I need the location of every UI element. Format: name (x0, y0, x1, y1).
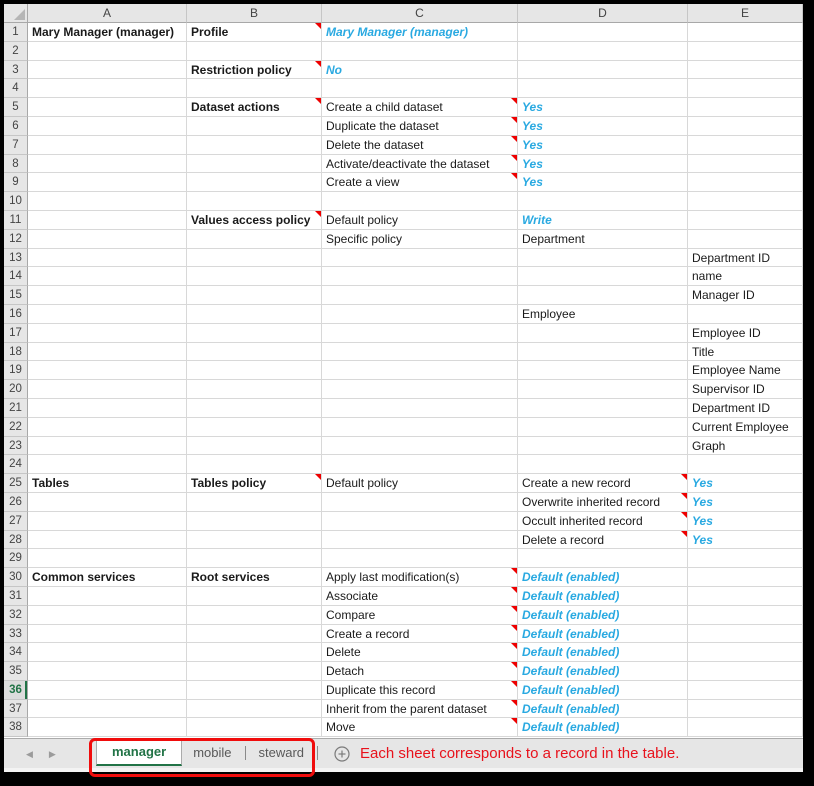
cell-B16[interactable] (187, 305, 322, 324)
cell-E37[interactable] (688, 700, 803, 719)
cell-B18[interactable] (187, 343, 322, 362)
cell-E28[interactable]: Yes (688, 531, 803, 550)
row-header-30[interactable]: 30 (4, 568, 28, 587)
cell-B4[interactable] (187, 79, 322, 98)
cell-E3[interactable] (688, 61, 803, 80)
cell-E22[interactable]: Current Employee (688, 418, 803, 437)
column-header-E[interactable]: E (688, 4, 803, 23)
sheet-tab-mobile[interactable]: mobile (193, 745, 232, 760)
cell-D28[interactable]: Delete a record (518, 531, 688, 550)
comment-indicator-icon (315, 211, 321, 217)
cell-D32[interactable]: Default (enabled) (518, 606, 688, 625)
cell-B21[interactable] (187, 399, 322, 418)
cell-C37[interactable]: Inherit from the parent dataset (322, 700, 518, 719)
row-header-12[interactable]: 12 (4, 230, 28, 249)
cell-B35[interactable] (187, 662, 322, 681)
cell-C22[interactable] (322, 418, 518, 437)
cell-C27[interactable] (322, 512, 518, 531)
cell-B25[interactable]: Tables policy (187, 474, 322, 493)
cell-A15[interactable] (28, 286, 187, 305)
cell-B23[interactable] (187, 437, 322, 456)
cell-C32[interactable]: Compare (322, 606, 518, 625)
cell-B28[interactable] (187, 531, 322, 550)
row-header-34[interactable]: 34 (4, 643, 28, 662)
cell-C18[interactable] (322, 343, 518, 362)
cell-C23[interactable] (322, 437, 518, 456)
cell-B5[interactable]: Dataset actions (187, 98, 322, 117)
cell-A8[interactable] (28, 155, 187, 174)
row-header-32[interactable]: 32 (4, 606, 28, 625)
cell-A30[interactable]: Common services (28, 568, 187, 587)
cell-D7[interactable]: Yes (518, 136, 688, 155)
cell-A36[interactable] (28, 681, 187, 700)
cell-A22[interactable] (28, 418, 187, 437)
comment-indicator-icon (315, 98, 321, 104)
cell-E23[interactable]: Graph (688, 437, 803, 456)
cell-D11[interactable]: Write (518, 211, 688, 230)
cell-C25[interactable]: Default policy (322, 474, 518, 493)
cell-E18[interactable]: Title (688, 343, 803, 362)
cell-C26[interactable] (322, 493, 518, 512)
plus-circle-icon (334, 746, 350, 762)
comment-indicator-icon (511, 643, 517, 649)
cell-C35[interactable]: Detach (322, 662, 518, 681)
cell-D31[interactable]: Default (enabled) (518, 587, 688, 606)
cell-B3[interactable]: Restriction policy (187, 61, 322, 80)
cell-A28[interactable] (28, 531, 187, 550)
comment-indicator-icon (511, 136, 517, 142)
comment-indicator-icon (511, 625, 517, 631)
cell-A1[interactable]: Mary Manager (manager) (28, 23, 187, 42)
cell-D16[interactable]: Employee (518, 305, 688, 324)
sheet-tabs (96, 739, 320, 766)
sheet-nav-arrows (26, 739, 56, 769)
cell-D38[interactable]: Default (enabled) (518, 718, 688, 737)
cell-A4[interactable] (28, 79, 187, 98)
row-header-14[interactable]: 14 (4, 267, 28, 286)
cell-C21[interactable] (322, 399, 518, 418)
select-all-triangle-icon (14, 9, 25, 20)
cell-D19[interactable] (518, 361, 688, 380)
cell-D1[interactable] (518, 23, 688, 42)
cell-D6[interactable]: Yes (518, 117, 688, 136)
cell-D27[interactable]: Occult inherited record (518, 512, 688, 531)
cell-A2[interactable] (28, 42, 187, 61)
cell-C12[interactable]: Specific policy (322, 230, 518, 249)
cell-E25[interactable]: Yes (688, 474, 803, 493)
spreadsheet-app (4, 4, 803, 772)
column-header-B[interactable]: B (187, 4, 322, 23)
cell-D12[interactable]: Department (518, 230, 688, 249)
cell-B7[interactable] (187, 136, 322, 155)
cell-E33[interactable] (688, 625, 803, 644)
cell-E16[interactable] (688, 305, 803, 324)
cell-C6[interactable]: Duplicate the dataset (322, 117, 518, 136)
row-header-37[interactable]: 37 (4, 700, 28, 719)
cell-D22[interactable] (518, 418, 688, 437)
cell-D34[interactable]: Default (enabled) (518, 643, 688, 662)
row-header-29[interactable]: 29 (4, 549, 28, 568)
cell-E12[interactable] (688, 230, 803, 249)
comment-indicator-icon (511, 718, 517, 724)
column-header-D[interactable]: D (518, 4, 688, 23)
row-header-11[interactable]: 11 (4, 211, 28, 230)
cell-E26[interactable]: Yes (688, 493, 803, 512)
cell-D20[interactable] (518, 380, 688, 399)
cell-D17[interactable] (518, 324, 688, 343)
row-header-22[interactable]: 22 (4, 418, 28, 437)
cell-C29[interactable] (322, 549, 518, 568)
cell-C33[interactable]: Create a record (322, 625, 518, 644)
cell-C30[interactable]: Apply last modification(s) (322, 568, 518, 587)
row-header-24[interactable]: 24 (4, 455, 28, 474)
cell-C2[interactable] (322, 42, 518, 61)
cell-E36[interactable] (688, 681, 803, 700)
cell-E13[interactable]: Department ID (688, 249, 803, 268)
cell-B15[interactable] (187, 286, 322, 305)
cell-E27[interactable]: Yes (688, 512, 803, 531)
cell-B12[interactable] (187, 230, 322, 249)
cell-A7[interactable] (28, 136, 187, 155)
cell-C8[interactable]: Activate/deactivate the dataset (322, 155, 518, 174)
row-header-27[interactable]: 27 (4, 512, 28, 531)
cell-E5[interactable] (688, 98, 803, 117)
tab-separator (245, 746, 246, 760)
row-header-16[interactable]: 16 (4, 305, 28, 324)
row-header-28[interactable]: 28 (4, 531, 28, 550)
cell-E19[interactable]: Employee Name (688, 361, 803, 380)
cell-C3[interactable]: No (322, 61, 518, 80)
row-header-25[interactable]: 25 (4, 474, 28, 493)
comment-indicator-icon (681, 474, 687, 480)
comment-indicator-icon (315, 23, 321, 29)
cell-A12[interactable] (28, 230, 187, 249)
cell-B2[interactable] (187, 42, 322, 61)
cell-D8[interactable]: Yes (518, 155, 688, 174)
cell-C1[interactable]: Mary Manager (manager) (322, 23, 518, 42)
cell-C19[interactable] (322, 361, 518, 380)
cell-C14[interactable] (322, 267, 518, 286)
cell-C17[interactable] (322, 324, 518, 343)
cell-E14[interactable]: name (688, 267, 803, 286)
cell-B38[interactable] (187, 718, 322, 737)
cell-C31[interactable]: Associate (322, 587, 518, 606)
cell-A5[interactable] (28, 98, 187, 117)
cell-B36[interactable] (187, 681, 322, 700)
cell-B27[interactable] (187, 512, 322, 531)
cell-D25[interactable]: Create a new record (518, 474, 688, 493)
comment-indicator-icon (681, 512, 687, 518)
row-header-21[interactable]: 21 (4, 399, 28, 418)
cell-A29[interactable] (28, 549, 187, 568)
comment-indicator-icon (511, 117, 517, 123)
cell-A24[interactable] (28, 455, 187, 474)
cell-E6[interactable] (688, 117, 803, 136)
comment-indicator-icon (681, 531, 687, 537)
cell-A33[interactable] (28, 625, 187, 644)
cell-A27[interactable] (28, 512, 187, 531)
row-header-17[interactable]: 17 (4, 324, 28, 343)
cell-C28[interactable] (322, 531, 518, 550)
cell-C10[interactable] (322, 192, 518, 211)
select-all-corner[interactable] (4, 4, 28, 23)
cell-D4[interactable] (518, 79, 688, 98)
cell-B32[interactable] (187, 606, 322, 625)
cell-E11[interactable] (688, 211, 803, 230)
row-header-5[interactable]: 5 (4, 98, 28, 117)
cell-E31[interactable] (688, 587, 803, 606)
cell-A19[interactable] (28, 361, 187, 380)
cell-B30[interactable]: Root services (187, 568, 322, 587)
cell-B6[interactable] (187, 117, 322, 136)
cell-C11[interactable]: Default policy (322, 211, 518, 230)
cell-E17[interactable]: Employee ID (688, 324, 803, 343)
comment-indicator-icon (511, 662, 517, 668)
cell-D30[interactable]: Default (enabled) (518, 568, 688, 587)
cell-D35[interactable]: Default (enabled) (518, 662, 688, 681)
cell-D3[interactable] (518, 61, 688, 80)
cell-A20[interactable] (28, 380, 187, 399)
cell-D24[interactable] (518, 455, 688, 474)
cell-B13[interactable] (187, 249, 322, 268)
cell-A10[interactable] (28, 192, 187, 211)
cell-D10[interactable] (518, 192, 688, 211)
row-header-4[interactable]: 4 (4, 79, 28, 98)
cell-D33[interactable]: Default (enabled) (518, 625, 688, 644)
cell-A26[interactable] (28, 493, 187, 512)
cell-C38[interactable]: Move (322, 718, 518, 737)
cell-E7[interactable] (688, 136, 803, 155)
prev-sheet-arrow-icon[interactable]: ◀ (26, 748, 33, 759)
column-header-C[interactable]: C (322, 4, 518, 23)
comment-indicator-icon (511, 173, 517, 179)
comment-indicator-icon (511, 587, 517, 593)
cell-A3[interactable] (28, 61, 187, 80)
cell-A31[interactable] (28, 587, 187, 606)
cell-E4[interactable] (688, 79, 803, 98)
cell-D37[interactable]: Default (enabled) (518, 700, 688, 719)
cell-A34[interactable] (28, 643, 187, 662)
cell-E20[interactable]: Supervisor ID (688, 380, 803, 399)
cell-B26[interactable] (187, 493, 322, 512)
cell-D13[interactable] (518, 249, 688, 268)
row-header-31[interactable]: 31 (4, 587, 28, 606)
row-header-20[interactable]: 20 (4, 380, 28, 399)
cell-D2[interactable] (518, 42, 688, 61)
cell-B24[interactable] (187, 455, 322, 474)
cell-A13[interactable] (28, 249, 187, 268)
comment-indicator-icon (511, 155, 517, 161)
cell-E8[interactable] (688, 155, 803, 174)
comment-indicator-icon (681, 493, 687, 499)
cell-D9[interactable]: Yes (518, 173, 688, 192)
cell-A18[interactable] (28, 343, 187, 362)
cell-E15[interactable]: Manager ID (688, 286, 803, 305)
cell-E9[interactable] (688, 173, 803, 192)
cell-B22[interactable] (187, 418, 322, 437)
cell-D18[interactable] (518, 343, 688, 362)
cell-C36[interactable]: Duplicate this record (322, 681, 518, 700)
cell-B31[interactable] (187, 587, 322, 606)
cell-B20[interactable] (187, 380, 322, 399)
cell-E2[interactable] (688, 42, 803, 61)
cell-A38[interactable] (28, 718, 187, 737)
row-header-35[interactable]: 35 (4, 662, 28, 681)
row-header-15[interactable]: 15 (4, 286, 28, 305)
cell-D15[interactable] (518, 286, 688, 305)
cell-E24[interactable] (688, 455, 803, 474)
comment-indicator-icon (511, 681, 517, 687)
cell-E38[interactable] (688, 718, 803, 737)
row-header-6[interactable]: 6 (4, 117, 28, 136)
cell-C5[interactable]: Create a child dataset (322, 98, 518, 117)
cell-A37[interactable] (28, 700, 187, 719)
cell-A9[interactable] (28, 173, 187, 192)
cell-A6[interactable] (28, 117, 187, 136)
status-strip (4, 768, 803, 772)
cell-E34[interactable] (688, 643, 803, 662)
cell-B10[interactable] (187, 192, 322, 211)
comment-indicator-icon (315, 474, 321, 480)
cell-C9[interactable]: Create a view (322, 173, 518, 192)
cell-E29[interactable] (688, 549, 803, 568)
cell-E32[interactable] (688, 606, 803, 625)
row-header-13[interactable]: 13 (4, 249, 28, 268)
cell-B11[interactable]: Values access policy (187, 211, 322, 230)
row-header-19[interactable]: 19 (4, 361, 28, 380)
cell-D21[interactable] (518, 399, 688, 418)
comment-indicator-icon (315, 61, 321, 67)
sheet-tab-steward[interactable]: steward (258, 745, 305, 760)
cell-C16[interactable] (322, 305, 518, 324)
new-sheet-button[interactable] (334, 746, 350, 762)
row-header-18[interactable]: 18 (4, 343, 28, 362)
sheet-tab-bar (4, 738, 803, 768)
cell-A11[interactable] (28, 211, 187, 230)
cell-D36[interactable]: Default (enabled) (518, 681, 688, 700)
column-header-A[interactable]: A (28, 4, 187, 23)
row-header-26[interactable]: 26 (4, 493, 28, 512)
cell-B14[interactable] (187, 267, 322, 286)
cell-D5[interactable]: Yes (518, 98, 688, 117)
cell-B34[interactable] (187, 643, 322, 662)
cell-C34[interactable]: Delete (322, 643, 518, 662)
row-header-1[interactable]: 1 (4, 23, 28, 42)
next-sheet-arrow-icon[interactable]: ▶ (48, 748, 56, 759)
cell-C20[interactable] (322, 380, 518, 399)
cell-A25[interactable]: Tables (28, 474, 187, 493)
cell-B17[interactable] (187, 324, 322, 343)
comment-indicator-icon (511, 700, 517, 706)
cell-B1[interactable]: Profile (187, 23, 322, 42)
cell-C24[interactable] (322, 455, 518, 474)
cell-D14[interactable] (518, 267, 688, 286)
cell-A23[interactable] (28, 437, 187, 456)
cell-D29[interactable] (518, 549, 688, 568)
row-header-23[interactable]: 23 (4, 437, 28, 456)
row-header-9[interactable]: 9 (4, 173, 28, 192)
cell-B8[interactable] (187, 155, 322, 174)
row-header-7[interactable]: 7 (4, 136, 28, 155)
cell-A35[interactable] (28, 662, 187, 681)
comment-indicator-icon (511, 568, 517, 574)
cell-C15[interactable] (322, 286, 518, 305)
cell-A17[interactable] (28, 324, 187, 343)
cell-E30[interactable] (688, 568, 803, 587)
comment-indicator-icon (511, 98, 517, 104)
cell-A14[interactable] (28, 267, 187, 286)
row-header-3[interactable]: 3 (4, 61, 28, 80)
cell-B9[interactable] (187, 173, 322, 192)
sheet-tab-manager[interactable]: manager (96, 739, 182, 766)
row-header-38[interactable]: 38 (4, 718, 28, 737)
row-header-36[interactable]: 36 (4, 681, 28, 700)
row-header-10[interactable]: 10 (4, 192, 28, 211)
comment-indicator-icon (511, 606, 517, 612)
annotation-note: Each sheet corresponds to a record in the table. (360, 745, 680, 762)
cell-C4[interactable] (322, 79, 518, 98)
row-header-2[interactable]: 2 (4, 42, 28, 61)
tab-separator (317, 746, 318, 760)
cell-A21[interactable] (28, 399, 187, 418)
row-header-8[interactable]: 8 (4, 155, 28, 174)
cell-C7[interactable]: Delete the dataset (322, 136, 518, 155)
cell-A16[interactable] (28, 305, 187, 324)
cell-B29[interactable] (187, 549, 322, 568)
cell-A32[interactable] (28, 606, 187, 625)
cell-B19[interactable] (187, 361, 322, 380)
cell-B33[interactable] (187, 625, 322, 644)
cell-E21[interactable]: Department ID (688, 399, 803, 418)
cell-E35[interactable] (688, 662, 803, 681)
row-header-33[interactable]: 33 (4, 625, 28, 644)
cell-E1[interactable] (688, 23, 803, 42)
cell-B37[interactable] (187, 700, 322, 719)
cell-D23[interactable] (518, 437, 688, 456)
cell-C13[interactable] (322, 249, 518, 268)
cell-E10[interactable] (688, 192, 803, 211)
cell-D26[interactable]: Overwrite inherited record (518, 493, 688, 512)
worksheet-grid (4, 4, 803, 738)
